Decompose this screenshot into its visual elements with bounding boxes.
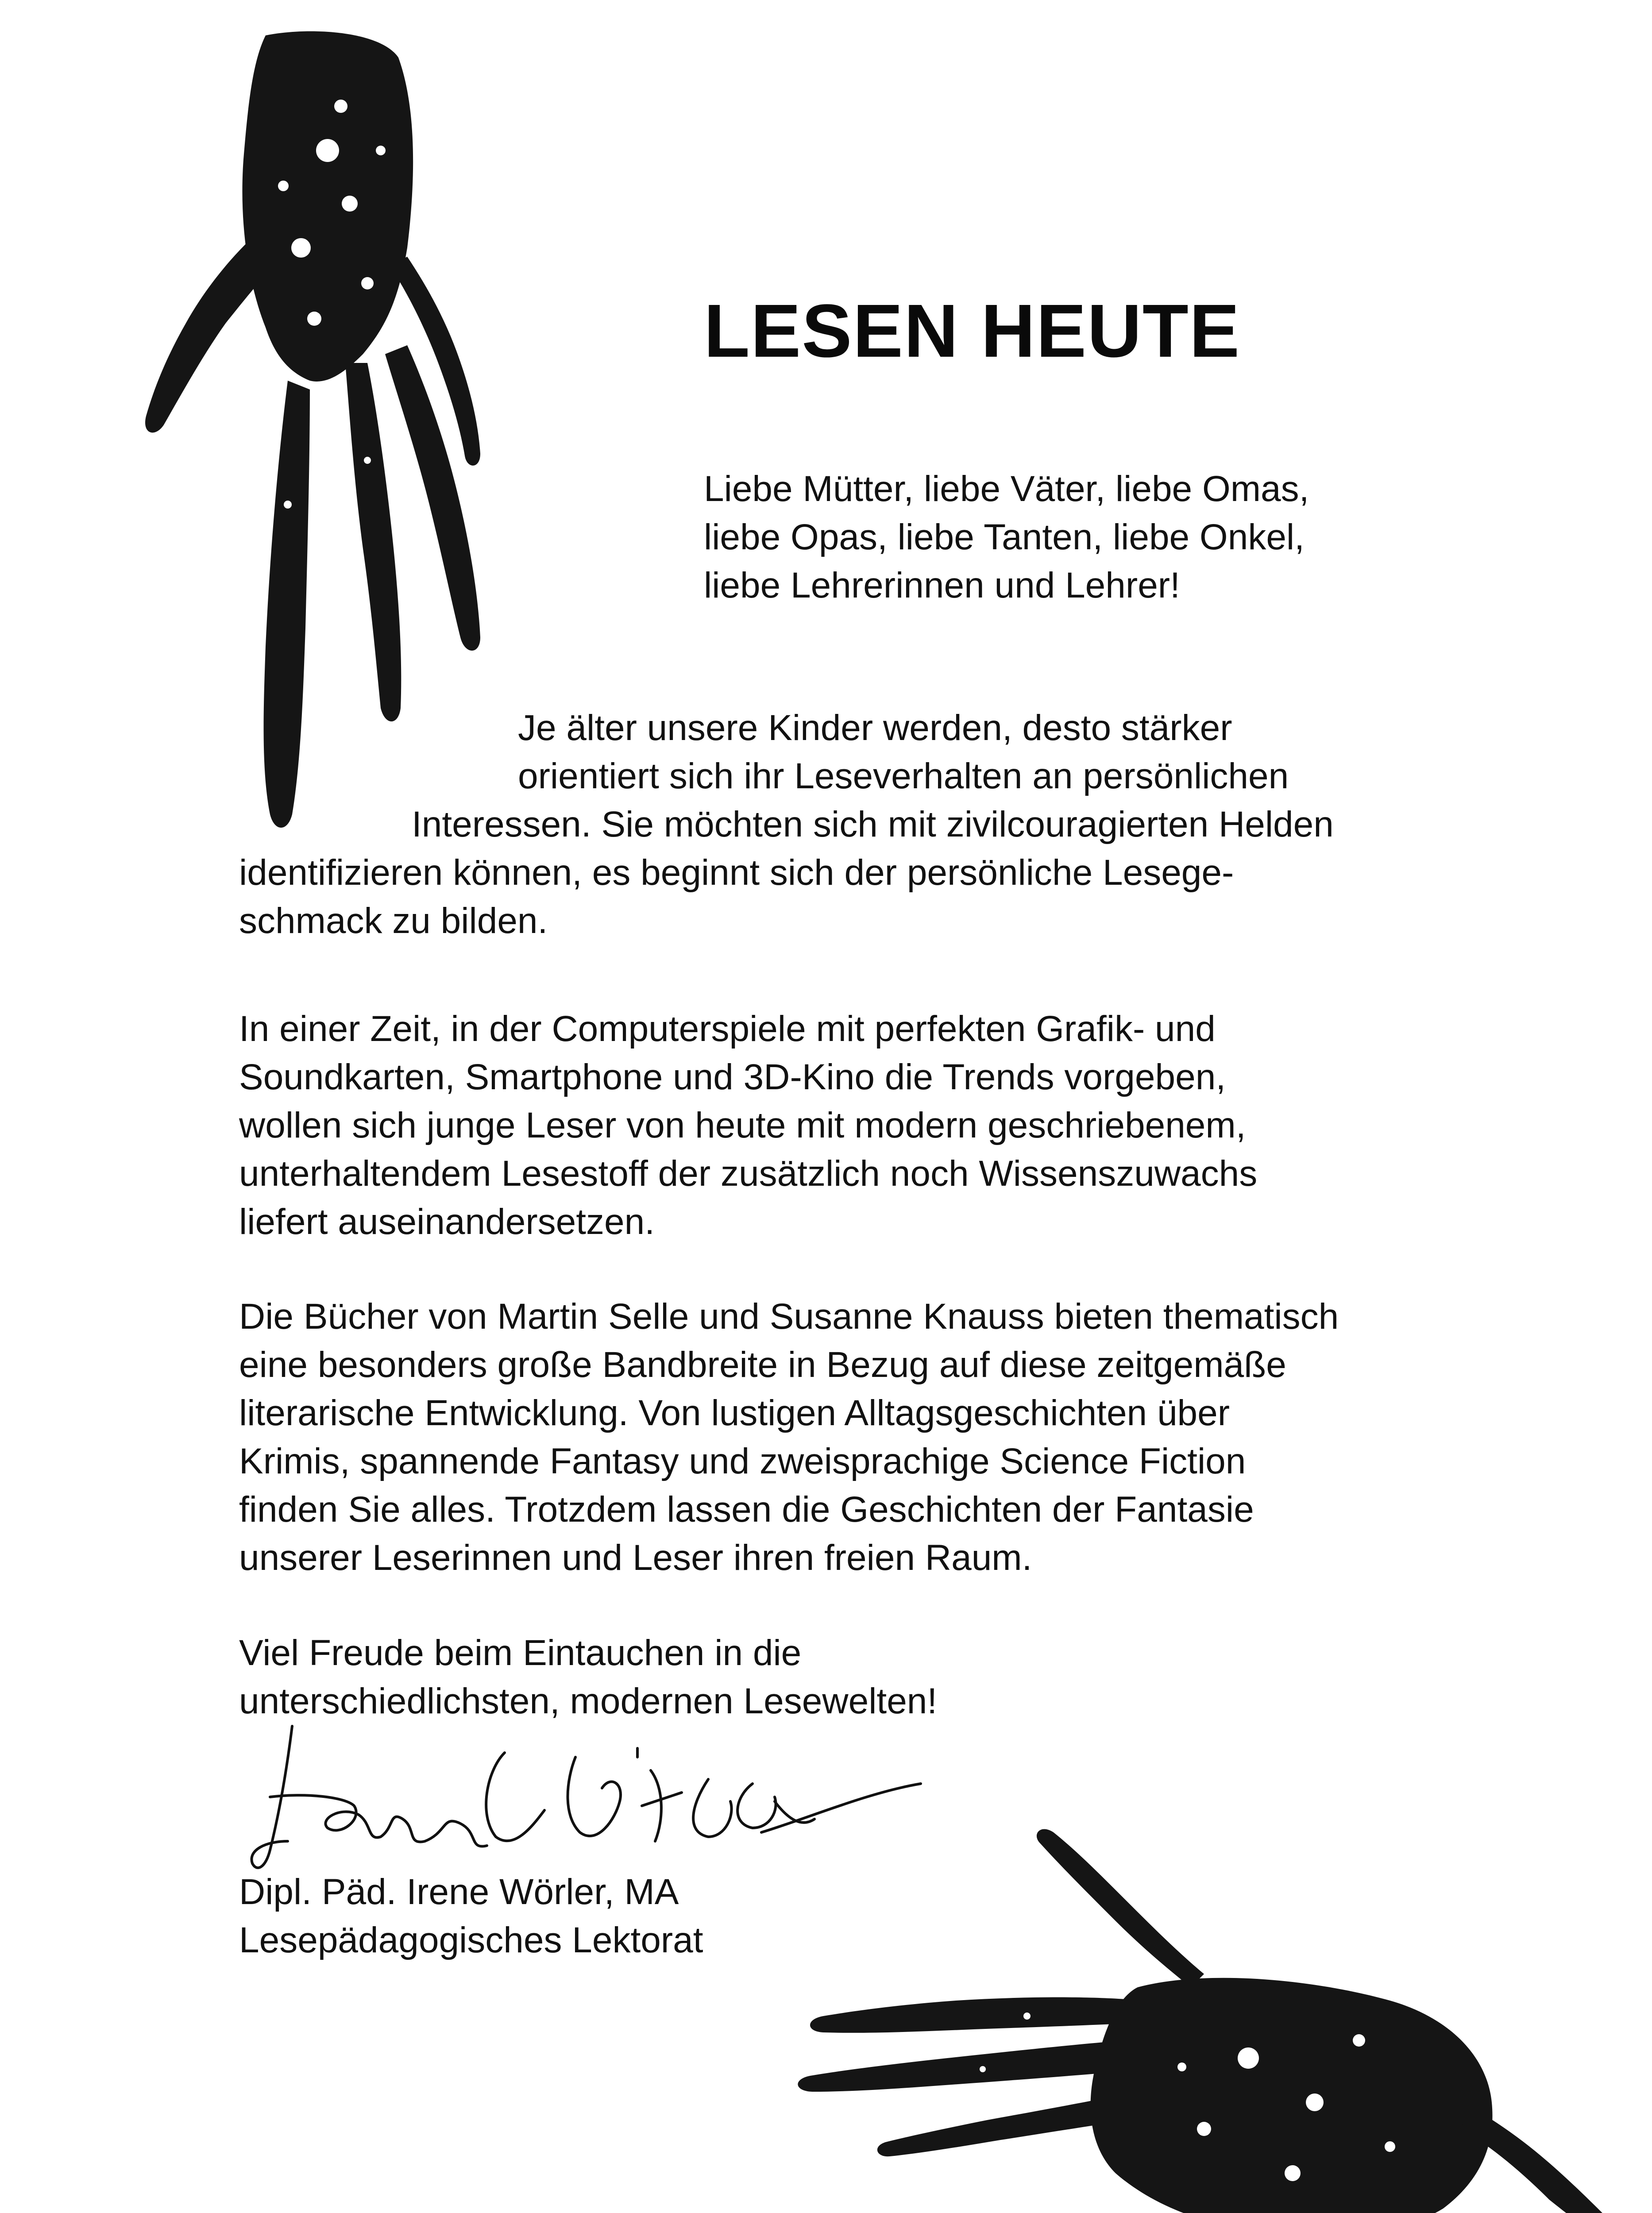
page-title: LESEN HEUTE bbox=[704, 289, 1241, 373]
closing-line: Viel Freude beim Eintauchen in die bbox=[239, 1633, 802, 1673]
paragraph-line: wollen sich junge Leser von heute mit modern geschriebenem, bbox=[239, 1105, 1246, 1145]
paragraph-line: Interessen. Sie möchten sich mit zivilcouragierten Helden bbox=[412, 804, 1334, 844]
paragraph-books bbox=[239, 1292, 1339, 1582]
paragraph-modern-media bbox=[239, 1005, 1257, 1246]
paragraph-reading-interests bbox=[239, 704, 1334, 945]
greeting-line: liebe Opas, liebe Tanten, liebe Onkel, bbox=[704, 517, 1305, 557]
paragraph-line: schmack zu bilden. bbox=[239, 901, 548, 941]
paragraph-line: unterhaltendem Lesestoff der zusätzlich noch Wissenszuwachs bbox=[239, 1153, 1258, 1194]
paragraph-line: unserer Leserinnen und Leser ihren freien Raum. bbox=[239, 1538, 1032, 1578]
closing-line: unterschiedlichsten, modernen Lesewelten! bbox=[239, 1681, 938, 1721]
paragraph-line: literarische Entwicklung. Von lustigen Alltagsgeschichten über bbox=[239, 1393, 1230, 1433]
paragraph-line: In einer Zeit, in der Computerspiele mit perfekten Grafik- und bbox=[239, 1009, 1216, 1049]
greeting-line: liebe Lehrerinnen und Lehrer! bbox=[704, 565, 1180, 605]
paragraph-line: Je älter unsere Kinder werden, desto stärker bbox=[518, 708, 1232, 748]
greeting bbox=[704, 465, 1309, 609]
paragraph-line: Krimis, spannende Fantasy und zweisprachige Science Fiction bbox=[239, 1441, 1246, 1481]
signer-role: Lesepädagogisches Lektorat bbox=[239, 1920, 703, 1960]
paragraph-line: orientiert sich ihr Leseverhalten an persönlichen bbox=[518, 756, 1289, 796]
signer-block bbox=[239, 1868, 703, 1964]
signer-name: Dipl. Päd. Irene Wörler, MA bbox=[239, 1872, 679, 1912]
handprint-bottom-image bbox=[761, 1793, 1647, 2213]
paragraph-line: liefert auseinandersetzen. bbox=[239, 1202, 655, 1242]
paragraph-line: eine besonders große Bandbreite in Bezug auf diese zeitgemäße bbox=[239, 1345, 1286, 1385]
paragraph-line: identifizieren können, es beginnt sich der persönliche Lesege- bbox=[239, 852, 1234, 893]
paragraph-line: Die Bücher von Martin Selle und Susanne Knauss bieten thematisch bbox=[239, 1296, 1339, 1337]
paragraph-line: Soundkarten, Smartphone und 3D-Kino die Trends vorgeben, bbox=[239, 1057, 1226, 1097]
greeting-line: Liebe Mütter, liebe Väter, liebe Omas, bbox=[704, 469, 1309, 509]
closing bbox=[239, 1629, 937, 1725]
paragraph-line: finden Sie alles. Trotzdem lassen die Geschichten der Fantasie bbox=[239, 1489, 1254, 1530]
